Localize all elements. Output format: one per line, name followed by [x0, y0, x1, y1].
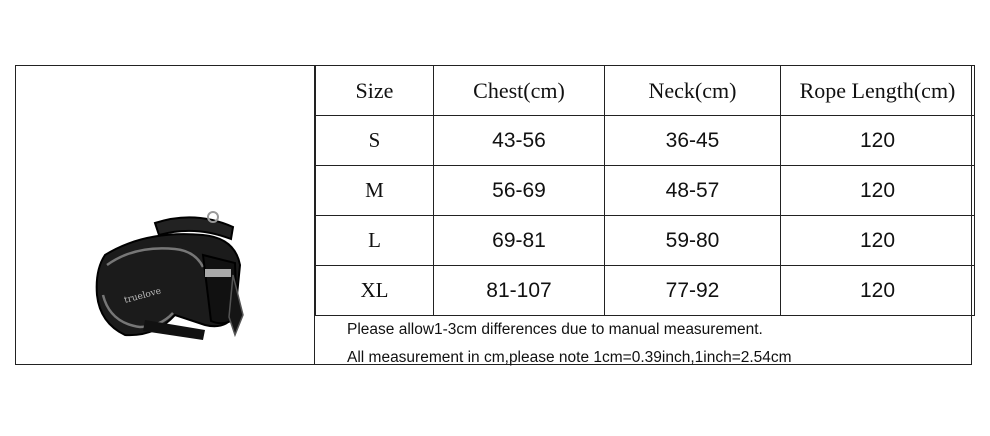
- cell-chest: 69-81: [434, 216, 605, 266]
- note-line-1: Please allow1-3cm differences due to manual measurement.: [347, 321, 763, 338]
- cell-rope: 120: [781, 266, 975, 316]
- cell-rope: 120: [781, 116, 975, 166]
- cell-chest: 56-69: [434, 166, 605, 216]
- cell-size: XL: [316, 266, 434, 316]
- table-row: [316, 116, 975, 166]
- cell-neck: 77-92: [605, 266, 781, 316]
- cell-neck: 48-57: [605, 166, 781, 216]
- cell-chest: 81-107: [434, 266, 605, 316]
- cell-rope: 120: [781, 216, 975, 266]
- note-line-2: All measurement in cm,please note 1cm=0.39inch,1inch=2.54cm: [347, 349, 792, 366]
- svg-text:truelove: truelove: [123, 286, 163, 306]
- cell-neck: 59-80: [605, 216, 781, 266]
- table-row: [316, 216, 975, 266]
- table-row: [316, 166, 975, 216]
- header-size: Size: [316, 66, 434, 116]
- dog-harness-icon: [85, 205, 255, 350]
- cell-size: M: [316, 166, 434, 216]
- header-neck: Neck(cm): [605, 66, 781, 116]
- header-chest: Chest(cm): [434, 66, 605, 116]
- table-header-row: [316, 66, 975, 116]
- cell-neck: 36-45: [605, 116, 781, 166]
- cell-rope: 120: [781, 166, 975, 216]
- measurement-notes: [347, 316, 792, 372]
- product-photo: [15, 65, 315, 365]
- cell-chest: 43-56: [434, 116, 605, 166]
- size-table: [315, 65, 975, 316]
- table-row: [316, 266, 975, 316]
- cell-size: L: [316, 216, 434, 266]
- cell-size: S: [316, 116, 434, 166]
- header-rope-length: Rope Length(cm): [781, 66, 975, 116]
